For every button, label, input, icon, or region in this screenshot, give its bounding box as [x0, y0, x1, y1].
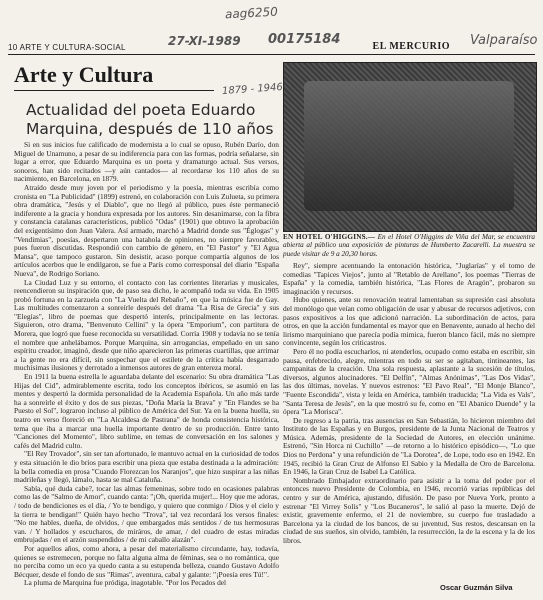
- article-column-left: [14, 141, 279, 596]
- caption-text: En el Hotel O'Higgins de Viña del Mar, se encuentra abierta al público una exposición de pinturas de Humberto Zacarelli. La muestra se puede visitar de 9 a 20,30 horas.: [283, 233, 536, 258]
- article-paragraph: Por aquellos años, como ahora, a pesar del materialismo circundante, hay, todavía, quienes se estremecen, porque no falta alguna alma de féminas, sea o no romántica, que no perciba como un eco ya quedo canta a su estupenda belleza, cuando Gustavo Adolfo Bécquer, desde el fondo de sus "Rimas", aventura, cabal y galante: "¡Poesía eres Tú!".: [14, 543, 279, 579]
- article-paragraph: "El Rey Trovador", sin ser tan afortunado, le mantuvo actual en la curiosidad de todos y esta situación le dio bríos para escribir una pieza que estaba destinada a la admiración: la bella comedia en prosa "Cuando Florezcan los Naranjos", que hizo suspirar a las niñas madrileñas y llegó, lámalo, hasta se mal Cataluña.: [14, 449, 279, 485]
- newspaper-name: EL MERCURIO: [372, 41, 450, 52]
- article-paragraph: Rey", siempre acentuando la entonación histórica, "Juglarías" y el tomo de comedias "Tapices Viejos", junto al "Retablo de Arellano", los poemas "Tierras de España" y la comedia, también histórica, "Las Flores de Aragón", probaron su imaginación y recursos.: [283, 262, 535, 296]
- page-header: [8, 40, 535, 55]
- section-label: 10 ARTE Y CULTURA-SOCIAL: [8, 43, 126, 52]
- article-paragraph: Pero él no podía escucharlos, ni atenderlos, ocupado como estaba en escribir, sin pausa, enfebrecido, alegre, mientras en todo su ser se agitaban, tintineantes, las campanitas de la creación. Una sola respuesta, aplastante a la sucesión de títulos, diversos, algunos alucinadores. "El Delfín", "Almas Anónimas", "Las Dos Vidas", las dos últimas, novelas. Y nuevos estrenos: "El Pavo Real", "El Monje Blanco", "Fuente Escondida", vista y leída en América, también traducida; "La Vida es Vals", "Santa Teresa de Jesús", en la que mostró su fe, como en "El Abanico Duende" y la ópera "La Morisca".: [283, 346, 535, 417]
- section-divider: [14, 90, 214, 91]
- article-headline: Actualidad del poeta Eduardo Marquina, después de 110 años: [26, 101, 274, 138]
- photo-caption: [283, 233, 535, 258]
- handwritten-number: 00175184: [268, 32, 341, 47]
- article-paragraph: De regreso a la patria, tras ausencias en San Sebastián, lo hicieron miembro del Instituto de las Españas y en Burgos, presidente de la Junta Nacional de Teatros y Música. Además, presidente de la Sociedad de Autores, en elección unánime. Estrenó, "Sin Horca ni Cuchillo" —de retorno a lo histórico episódico—, "Lo que Dios no Perdona" y una refundición de "La Dorotea", de Lope, todo eso en 1942. En 1945, recibió la Gran Cruz de Alfonso El Sabio y la Medalla de Oro de Barcelona. En 1946, la Gran Cruz de Isabel La Católica.: [283, 415, 535, 477]
- handwritten-code: aag6250: [224, 4, 279, 22]
- section-title: Arte y Cultura: [14, 62, 154, 87]
- handwritten-city: Valparaíso: [470, 33, 538, 48]
- article-paragraph: En 1911 la buena estrella le aguardaba delante del escenario: Su obra dramática "Las Hijas del Cid", admirablemente escrita, todo los conceptos ibéricos, se asumió en las mentes y despertó la dormida personalidad de la Academia Española. Un año más tarde ha a sonreírle el éxito y dos de sus piezas, "Doña María la Brava" y "En Flandes se ha Puesto el Sol", lograron incluso al público de América del Sur. Ya en la buena huella, su teatro en verso floreció en "La Alcaldesa de Pastrana" de honda consistencia histórica, tema que iba a marcar una huella importante dentro de su producción. Entre tanto "Canciones del Momento", libro sublime, en temas de conversación en los salones y cafés del Madrid culto.: [14, 372, 279, 450]
- article-paragraph: La pluma de Marquina fue pródiga, inagotable. "Por los Pecados del: [24, 578, 227, 588]
- handwritten-date: 27-XI-1989: [168, 34, 241, 48]
- article-paragraph: Nombrado Embajador extraordinario para asistir a la toma del poder por el entonces nuevo Presidente de Colombia, en 1946, recorrió varias repúblicas del centro y sur de América, ajustando, difusión. De paso por Nueva York, pronto a estrenar "El Virrey Solís" y "Los Bucaneros", le salió al paso la muerte. Dejó de existir, gravemente enfermo, el 21 de noviembre, su cuerpo fue trasladado a Barcelona ya la ciudad de los bancos, de su juventud, Sus restos, descansan en la ciudad de sus sueños, sin olvido, también, la resurrección, la de la escena y la de los libros.: [283, 475, 535, 545]
- article-paragraph: Si en sus inicios fue calificado de modernista a lo cual se opuso, Rubén Darío, don Miguel de Unamuno, a pesar de su indiferencia para con las formas, podría señalarse, sin lugar a error, que Eduardo Marquina es un poeta y dramaturgo actual. Sus versos, sonoros, han sido recitados —y aún cantados— al recordarse los 110 años de su nacimiento, en Barcelona, en 1879.: [14, 141, 279, 184]
- exhibition-photo: [283, 62, 537, 232]
- article-author: Oscar Guzmán Silva: [440, 583, 513, 592]
- article-paragraph: La Ciudad Luz y su entorno, el contacto con las corrientes literarias y musicales, reencendieron su inspiración que, de paso sea dicho, le acompañó toda su vida. En 1905 probó fortuna en la zarzuela con "La Vuelta del Rebaño", en que la música fue de Gay. Las multitudes comenzaron a sonreírle después del drama "La Risa de Grecia" y sus "Elegías", libro de poemas que despertó interés, principalmente en las lectoras. Siguieron, otro drama, "Benvenuto Cellini" y la ópera "Emporium", con partitura de Morera, que logró que fuese reconocida su versatilidad. Corría 1908 y todavía no se tenía el nombre que anhelábamos. Porque Marquina, sin arrogancias, empeñado en un sano espíritu creador, imaginó, desde que niño aparecieron las primeras cuartillas, que arrimar a la gente no era difícil, sin sospechar que el estilete de la crítica había desgarrado muchísimas ilusiones y derrotado a inmensos autores de gran entereza moral.: [14, 277, 279, 373]
- caption-title: EN HOTEL O'HIGGINS.—: [283, 233, 376, 241]
- article-paragraph: Atraído desde muy joven por el periodismo y la poesía, mientras escribía como cronista en "La Publicidad" (1899) estrenó, en colaboración con Luis Zulueta, su primera obra dramática, "Jesús y el Diablo", que no llegó al público, pues éste permaneció indiferente a la gracia y hondura expresada por los autores. Sin desanimarse, con la fibra y constancia catalanas característicos, publicó "Odas" (1901) que obtuvo la aprobación del exigentísimo don Juan Valera. Así armado, marchó a Madrid donde sus "Églogas" y "Vendimias", poesías, despertaron una batahola de opiniones, no siempre favorables, pues fueron discutidas. Respondió con cambio de género, en "El Pastor" y "El Agua Mansa", que tampoco gustaron. Sin desistir, acaso porque compartía algunos de los artículos acerbos que le endilgaron, se fue a París como corresponsal del diario "España Nueva", de Rodrigo Soriano.: [14, 182, 279, 278]
- handwritten-years: 1879 - 1946: [221, 81, 284, 98]
- article-paragraph: Hubo quienes, ante su renovación teatral lamentaban su supresión casi absoluta del monólogo que veían como obligación de usar y abusar de recursos adjetivos, con pasos expositivos a los que adicionó narración. La subordinación de actos, para otros, en que la acción fundamental es mayor que en Benavente, aunado al hecho del lirismo marquiniano que parecía podía mimica, fueron blanco fácil, más no siempre convincente, según los criticastros.: [283, 295, 535, 348]
- photo-image: [304, 81, 514, 211]
- article-column-right: [283, 262, 535, 580]
- article-paragraph: Sabía, qué duda cabe?, tocar las almas femeninas, sobre todo en ocasiones palabras como las de "Salmo de Amor", cuando canta: "¡Oh, querida mujer!... Hoy que me adoras, / todo de bendiciones es el día, / Yo te bendigo, y quiero que conmigo / Dios y el cielo y la tierra te bendigan!" Quién hayo hecho "Trova", tal vez recordará los versos finales: "No me hables, dueña, de olvidos, / que embargados más sentidos / de tus hermosuras van. / Y hollados y escucharos, de miráros, de amar, / del cuadro de estas miradas embrujadas / en el arzón suspendidos / de mi caballo alazán".: [14, 483, 279, 545]
